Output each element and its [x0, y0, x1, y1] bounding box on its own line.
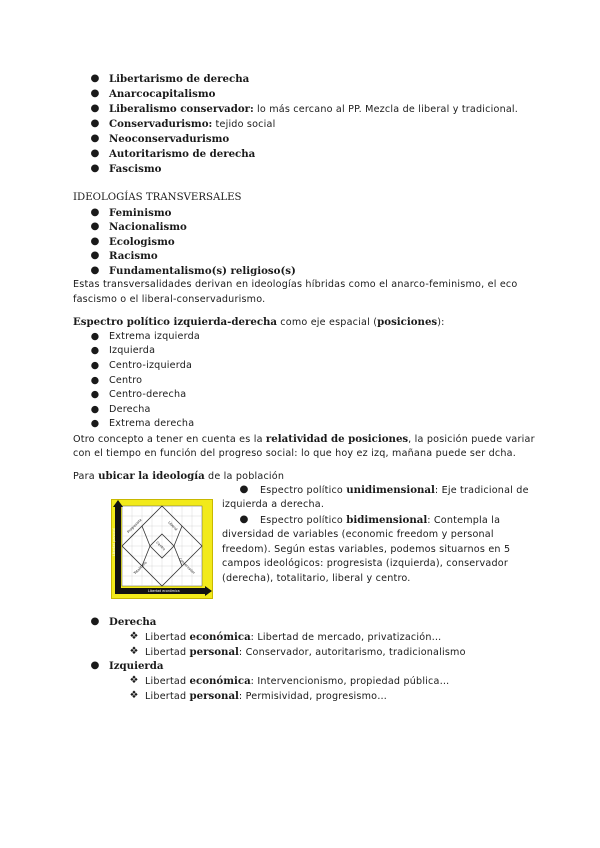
bullet: ●: [239, 484, 249, 495]
list-item: Centro-izquierda: [109, 360, 193, 371]
bullet: ●: [90, 207, 100, 218]
list-item: Nacionalismo: [109, 221, 187, 233]
bullet: ●: [90, 221, 100, 232]
paragraph-line: (derecha), totalitario, liberal y centro.: [222, 573, 411, 584]
bullet: ●: [90, 418, 100, 429]
label-liberal: Liberal: [167, 520, 179, 532]
bullet: ●: [90, 118, 100, 129]
list-item: Liberalismo conservador: lo más cercano al PP. Mezcla de liberal y tradicional.: [109, 103, 519, 115]
paragraph-line: con el tiempo en función del progreso social: lo que hoy ez izq, mañana puede ser dcha.: [73, 448, 517, 459]
list-item: Centro: [109, 375, 143, 386]
sub-list-item: Libertad personal: Conservador, autoritarismo, tradicionalismo: [145, 646, 466, 658]
list-item: Feminismo: [109, 207, 172, 219]
sub-list-item: Libertad económica: Intervencionismo, propiedad pública…: [145, 675, 450, 687]
list-item: Racismo: [109, 250, 158, 262]
bullet: ●: [90, 265, 100, 276]
list-item: Autoritarismo de derecha: [109, 148, 256, 160]
political-compass-diagram: [111, 499, 213, 599]
list-item: Extrema derecha: [109, 418, 195, 429]
list-item: Anarcocapitalismo: [109, 88, 216, 100]
bullet: ●: [90, 103, 100, 114]
paragraph-line: fascismo o el liberal-conservadurismo.: [73, 294, 266, 305]
label-totalitario: Totalitario: [133, 560, 148, 576]
axis-label-economic: Libertad económica: [148, 589, 180, 593]
diamond-bullet-icon: ❖: [129, 690, 139, 701]
bullet: ●: [90, 133, 100, 144]
bullet: ●: [90, 73, 100, 84]
diamond-bullet-icon: ❖: [129, 646, 139, 657]
sub-list-item: Libertad económica: Libertad de mercado, privatización…: [145, 631, 442, 643]
paragraph-line: Estas transversalidades derivan en ideologías híbridas como el anarco-feminismo, el eco: [73, 279, 518, 290]
bullet: ●: [90, 88, 100, 99]
bullet: ●: [90, 360, 100, 371]
bullet: ●: [90, 331, 100, 342]
label-progresista: Progresista: [126, 517, 143, 535]
paragraph-line: Para ubicar la ideología de la población: [73, 470, 285, 482]
list-item: Izquierda: [109, 660, 164, 672]
list-item: Derecha: [109, 404, 151, 415]
y-axis-arrow: [113, 500, 123, 507]
list-item: Ecologismo: [109, 236, 175, 248]
paragraph-line: Otro concepto a tener en cuenta es la relatividad de posiciones, la posición puede variar: [73, 433, 535, 445]
paragraph-line: campos ideológicos: progresista (izquierda), conservador: [222, 558, 509, 569]
bullet: ●: [90, 345, 100, 356]
bullet: ●: [90, 404, 100, 415]
diamond-bullet-icon: ❖: [129, 675, 139, 686]
list-item: Fundamentalismo(s) religioso(s): [109, 265, 296, 277]
bullet: ●: [90, 616, 100, 627]
bullet: ●: [239, 514, 249, 525]
paragraph-line: Espectro político bidimensional: Contempla la: [260, 514, 501, 526]
list-item: Conservadurismo: tejido social: [109, 118, 276, 130]
bullet: ●: [90, 375, 100, 386]
list-item: Izquierda: [109, 345, 156, 356]
list-item: Centro-derecha: [109, 389, 187, 400]
list-item: Derecha: [109, 616, 157, 628]
bullet: ●: [90, 660, 100, 671]
sub-list-item: Libertad personal: Permisividad, progresismo…: [145, 690, 387, 702]
list-item: Neoconservadurismo: [109, 133, 230, 145]
label-conservador: Conservador: [177, 556, 196, 576]
paragraph-line: diversidad de variables (economic freedom y personal: [222, 529, 494, 540]
paragraph-line: freedom). Según estas variables, podemos situarnos en 5: [222, 544, 511, 555]
axis-label-personal: Libertad personal: [111, 528, 116, 556]
spectrum-heading: Espectro político izquierda-derecha como eje espacial (posiciones):: [73, 316, 445, 328]
list-item: Libertarismo de derecha: [109, 73, 250, 85]
diamond-bullet-icon: ❖: [129, 631, 139, 642]
x-axis-arrow: [205, 586, 212, 596]
bullet: ●: [90, 148, 100, 159]
bullet: ●: [90, 250, 100, 261]
section-heading: IDEOLOGÍAS TRANSVERSALES: [73, 192, 242, 203]
bullet: ●: [90, 236, 100, 247]
label-centro: Centro: [155, 540, 167, 552]
bullet: ●: [90, 389, 100, 400]
paragraph-line: Espectro político unidimensional: Eje tradicional de: [260, 484, 529, 496]
list-item: Extrema izquierda: [109, 331, 200, 342]
paragraph-line: izquierda a derecha.: [222, 499, 325, 510]
list-item: Fascismo: [109, 163, 162, 175]
bullet: ●: [90, 163, 100, 174]
